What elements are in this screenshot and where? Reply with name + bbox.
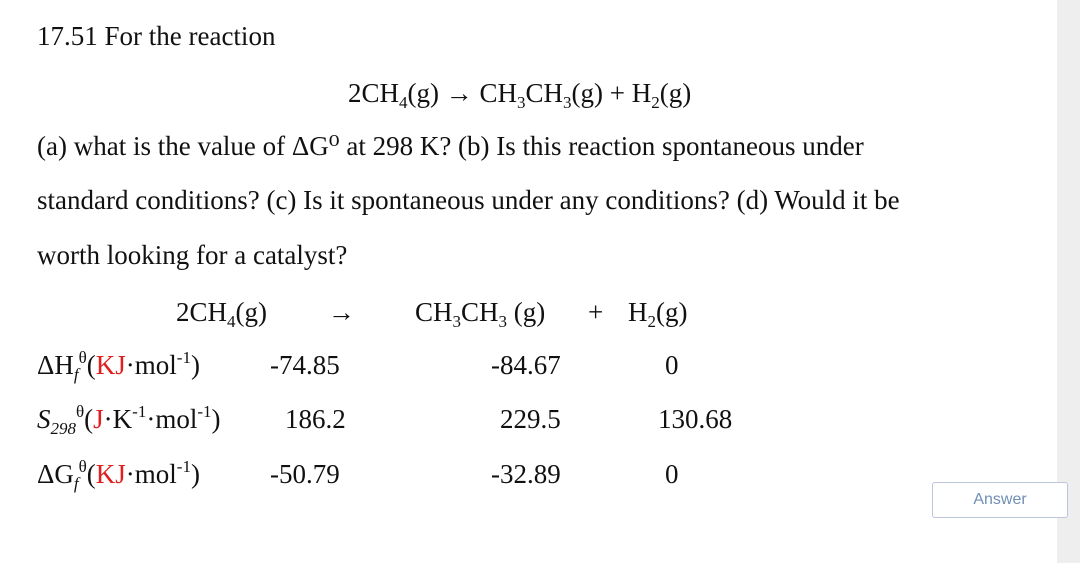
cell-ch4-entropy: 186.2 xyxy=(285,404,346,434)
reaction-arrow: → xyxy=(328,297,355,327)
reactant-ch4: $2CH_4(g)$ xyxy=(176,297,267,331)
plus-sign: + xyxy=(588,297,604,327)
problem-title: 17.51 For the reaction xyxy=(37,21,276,51)
answer-button[interactable]: Answer xyxy=(932,482,1068,518)
question-line-3: worth looking for a catalyst? xyxy=(37,240,348,270)
cell-ch4-gibbs: -50.79 xyxy=(270,459,340,489)
scrollbar-track[interactable] xyxy=(1057,0,1080,563)
product-hydrogen: $H_2(g)$ xyxy=(628,297,688,331)
question-line-1: (a) what is the value of ΔG⁰ at 298 K? (b) Is this reaction spontaneous under xyxy=(37,131,864,161)
cell-ethane-gibbs: -32.89 xyxy=(491,459,561,489)
cell-h2-entropy: 130.68 xyxy=(658,404,733,434)
cell-h2-gibbs: 0 xyxy=(665,459,679,489)
cell-h2-enthalpy: 0 xyxy=(665,350,679,380)
cell-ch4-enthalpy: -74.85 xyxy=(270,350,340,380)
row-label-gibbs: $\Delta G_f^\theta(KJ\cdot mol^{-1})$ xyxy=(37,457,200,493)
cell-ethane-entropy: 229.5 xyxy=(500,404,561,434)
question-line-2: standard conditions? (c) Is it spontaneous under any conditions? (d) Would it be xyxy=(37,185,900,215)
cell-ethane-enthalpy: -84.67 xyxy=(491,350,561,380)
row-label-enthalpy: $\Delta H_f^\theta(KJ\cdot mol^{-1})$ xyxy=(37,348,200,384)
product-ethane: $CH_3CH_3$ (g) xyxy=(415,297,546,331)
reaction-equation: $2CH_4(g) \to CH_3CH_3(g) + H_2(g)$ xyxy=(348,78,692,112)
row-label-entropy: $S_{298}^\theta(J\cdot K^{-1}\cdot mol^{-1})$ xyxy=(37,402,221,438)
